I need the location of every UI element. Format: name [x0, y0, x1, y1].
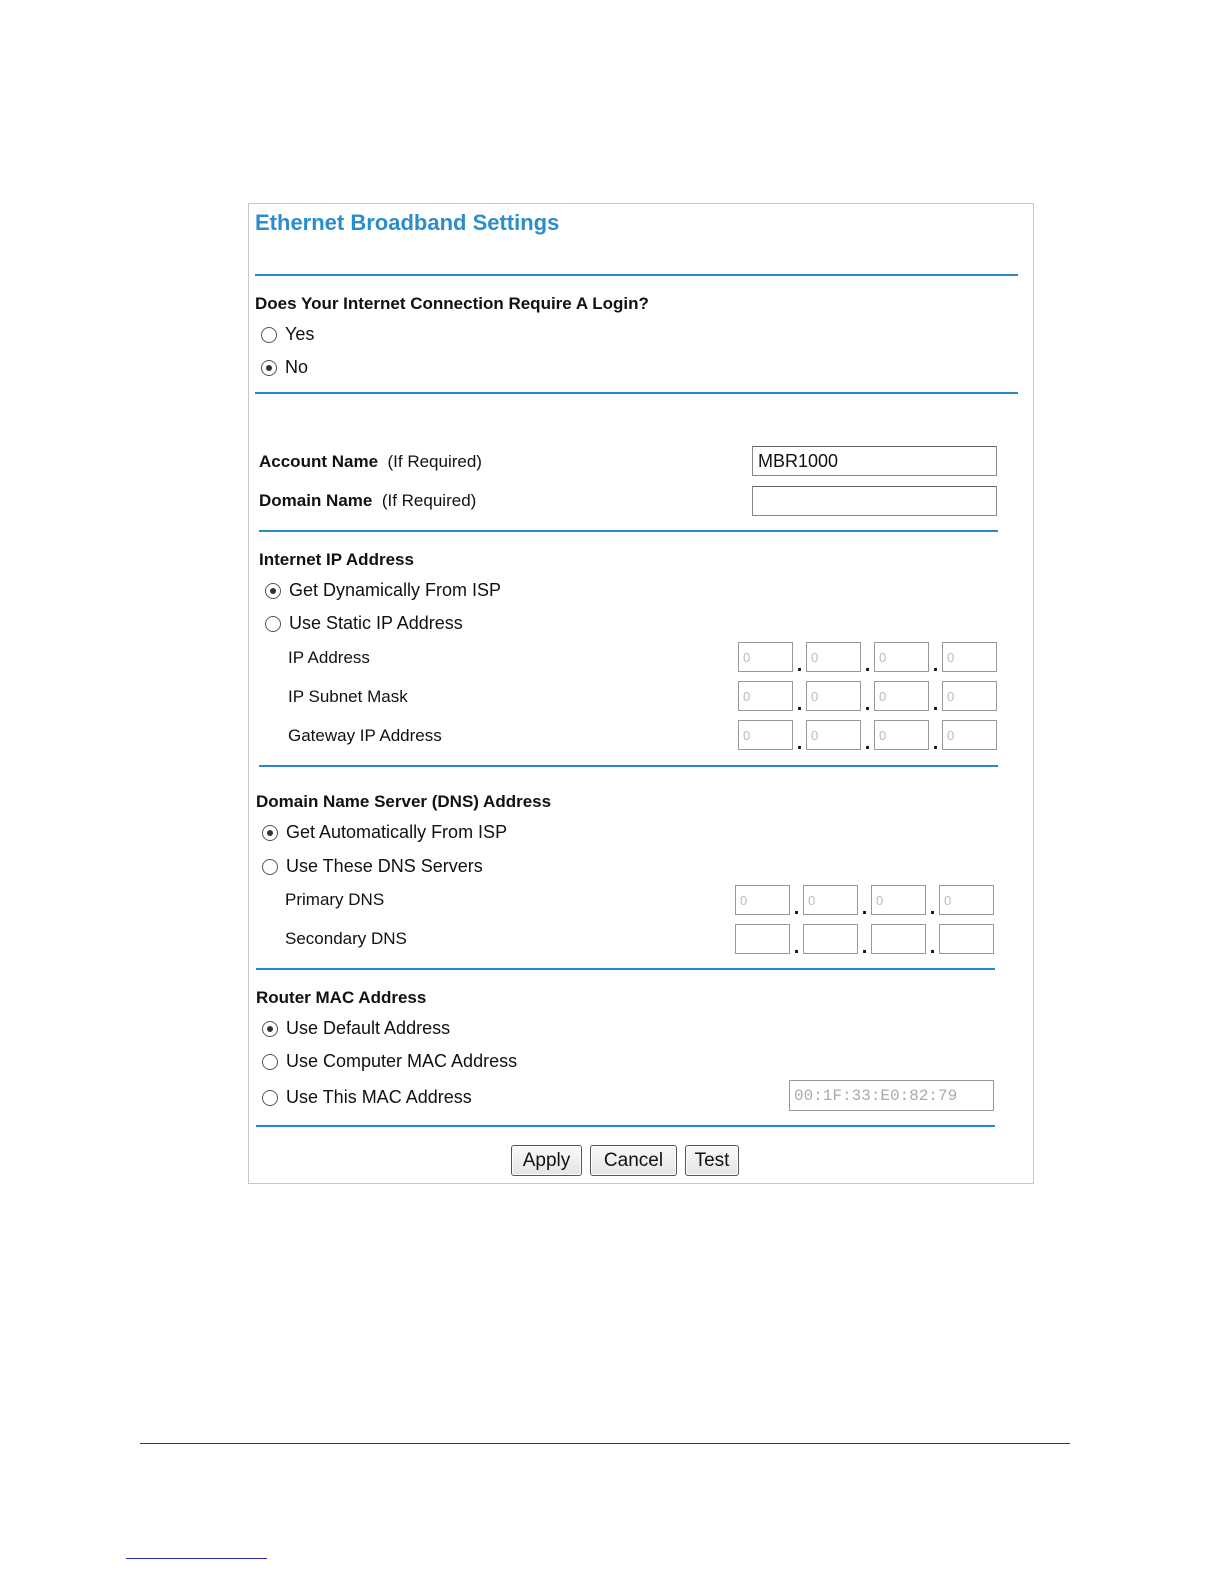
- divider: [256, 1125, 995, 1127]
- footer-short-divider: [126, 1558, 267, 1559]
- footer-divider: [140, 1443, 1070, 1444]
- ip-octet[interactable]: [939, 885, 994, 915]
- primary-dns-input: [735, 885, 994, 919]
- ip-octet[interactable]: [806, 720, 861, 750]
- radio-label: No: [285, 357, 309, 377]
- radio-label: Use Computer MAC Address: [286, 1051, 518, 1071]
- radio-button[interactable]: [261, 360, 277, 376]
- account-name-hint: (If Required): [387, 452, 482, 471]
- radio-label: Get Automatically From ISP: [286, 822, 508, 842]
- dot-separator: .: [932, 693, 939, 715]
- login-question: Does Your Internet Connection Require A Login?: [255, 294, 649, 313]
- secondary-dns-label: Secondary DNS: [285, 929, 407, 948]
- ip-octet[interactable]: [803, 924, 858, 954]
- dot-separator: .: [864, 654, 871, 676]
- radio-mac-default[interactable]: [262, 1018, 450, 1039]
- account-name-label: [259, 452, 482, 472]
- ip-octet[interactable]: [874, 642, 929, 672]
- subnet-mask-label: IP Subnet Mask: [288, 687, 408, 706]
- ip-octet[interactable]: [874, 681, 929, 711]
- internet-ip-heading: Internet IP Address: [259, 550, 414, 569]
- secondary-dns-input: [735, 924, 994, 958]
- radio-button[interactable]: [265, 616, 281, 632]
- primary-dns-label: Primary DNS: [285, 890, 385, 909]
- divider: [259, 765, 998, 767]
- divider: [255, 274, 1018, 276]
- radio-dns-auto[interactable]: [262, 822, 507, 843]
- test-button[interactable]: Test: [685, 1145, 739, 1176]
- radio-mac-custom[interactable]: [262, 1087, 472, 1108]
- dot-separator: .: [796, 654, 803, 676]
- ip-octet[interactable]: [735, 885, 790, 915]
- radio-button[interactable]: [262, 825, 278, 841]
- account-name-text: Account Name: [259, 452, 379, 471]
- dot-separator: .: [861, 936, 868, 958]
- mac-address-input[interactable]: [789, 1080, 994, 1111]
- dot-separator: .: [929, 897, 936, 919]
- dot-separator: .: [796, 693, 803, 715]
- apply-button[interactable]: Apply: [511, 1145, 582, 1176]
- ip-octet[interactable]: [942, 720, 997, 750]
- radio-label: Use Default Address: [286, 1018, 451, 1038]
- radio-button[interactable]: [262, 1054, 278, 1070]
- radio-ip-static[interactable]: [265, 613, 463, 634]
- dot-separator: .: [929, 936, 936, 958]
- page-title: Ethernet Broadband Settings: [255, 210, 560, 235]
- cancel-button[interactable]: Cancel: [590, 1145, 677, 1176]
- mac-heading: Router MAC Address: [256, 988, 427, 1007]
- ip-octet[interactable]: [939, 924, 994, 954]
- settings-panel: [248, 203, 1034, 1184]
- dot-separator: .: [864, 693, 871, 715]
- ip-octet[interactable]: [806, 681, 861, 711]
- radio-login-no[interactable]: [261, 357, 308, 378]
- divider: [255, 392, 1018, 394]
- dot-separator: .: [796, 732, 803, 754]
- divider: [259, 530, 998, 532]
- domain-name-hint: (If Required): [381, 491, 477, 510]
- dot-separator: .: [793, 897, 800, 919]
- radio-button[interactable]: [262, 859, 278, 875]
- radio-label: Yes: [285, 324, 315, 344]
- ip-octet[interactable]: [738, 681, 793, 711]
- domain-name-input[interactable]: [752, 486, 997, 516]
- subnet-mask-input: [738, 681, 997, 715]
- radio-label: Use These DNS Servers: [286, 856, 483, 876]
- radio-dns-manual[interactable]: [262, 856, 483, 877]
- domain-name-text: Domain Name: [259, 491, 373, 510]
- gateway-ip-input: [738, 720, 997, 754]
- ip-octet[interactable]: [942, 642, 997, 672]
- ip-octet[interactable]: [806, 642, 861, 672]
- dot-separator: .: [861, 897, 868, 919]
- ip-octet[interactable]: [735, 924, 790, 954]
- ip-octet[interactable]: [871, 924, 926, 954]
- dot-separator: .: [932, 654, 939, 676]
- dot-separator: .: [864, 732, 871, 754]
- ip-octet[interactable]: [738, 642, 793, 672]
- gateway-ip-label: Gateway IP Address: [288, 726, 442, 745]
- ip-address-label: IP Address: [288, 648, 370, 667]
- ip-octet[interactable]: [871, 885, 926, 915]
- ip-octet[interactable]: [803, 885, 858, 915]
- radio-mac-computer[interactable]: [262, 1051, 517, 1072]
- radio-label: Get Dynamically From ISP: [289, 580, 502, 600]
- radio-label: Use Static IP Address: [289, 613, 463, 633]
- account-name-input[interactable]: [752, 446, 997, 476]
- ip-octet[interactable]: [738, 720, 793, 750]
- radio-button[interactable]: [261, 327, 277, 343]
- radio-ip-dynamic[interactable]: [265, 580, 501, 601]
- dot-separator: .: [793, 936, 800, 958]
- ip-address-input: [738, 642, 997, 676]
- radio-button[interactable]: [262, 1090, 278, 1106]
- ip-octet[interactable]: [874, 720, 929, 750]
- radio-button[interactable]: [265, 583, 281, 599]
- divider: [256, 968, 995, 970]
- dns-heading: Domain Name Server (DNS) Address: [256, 792, 552, 811]
- radio-label: Use This MAC Address: [286, 1087, 472, 1107]
- ip-octet[interactable]: [942, 681, 997, 711]
- radio-login-yes[interactable]: [261, 324, 314, 345]
- radio-button[interactable]: [262, 1021, 278, 1037]
- dot-separator: .: [932, 732, 939, 754]
- domain-name-label: [259, 491, 476, 511]
